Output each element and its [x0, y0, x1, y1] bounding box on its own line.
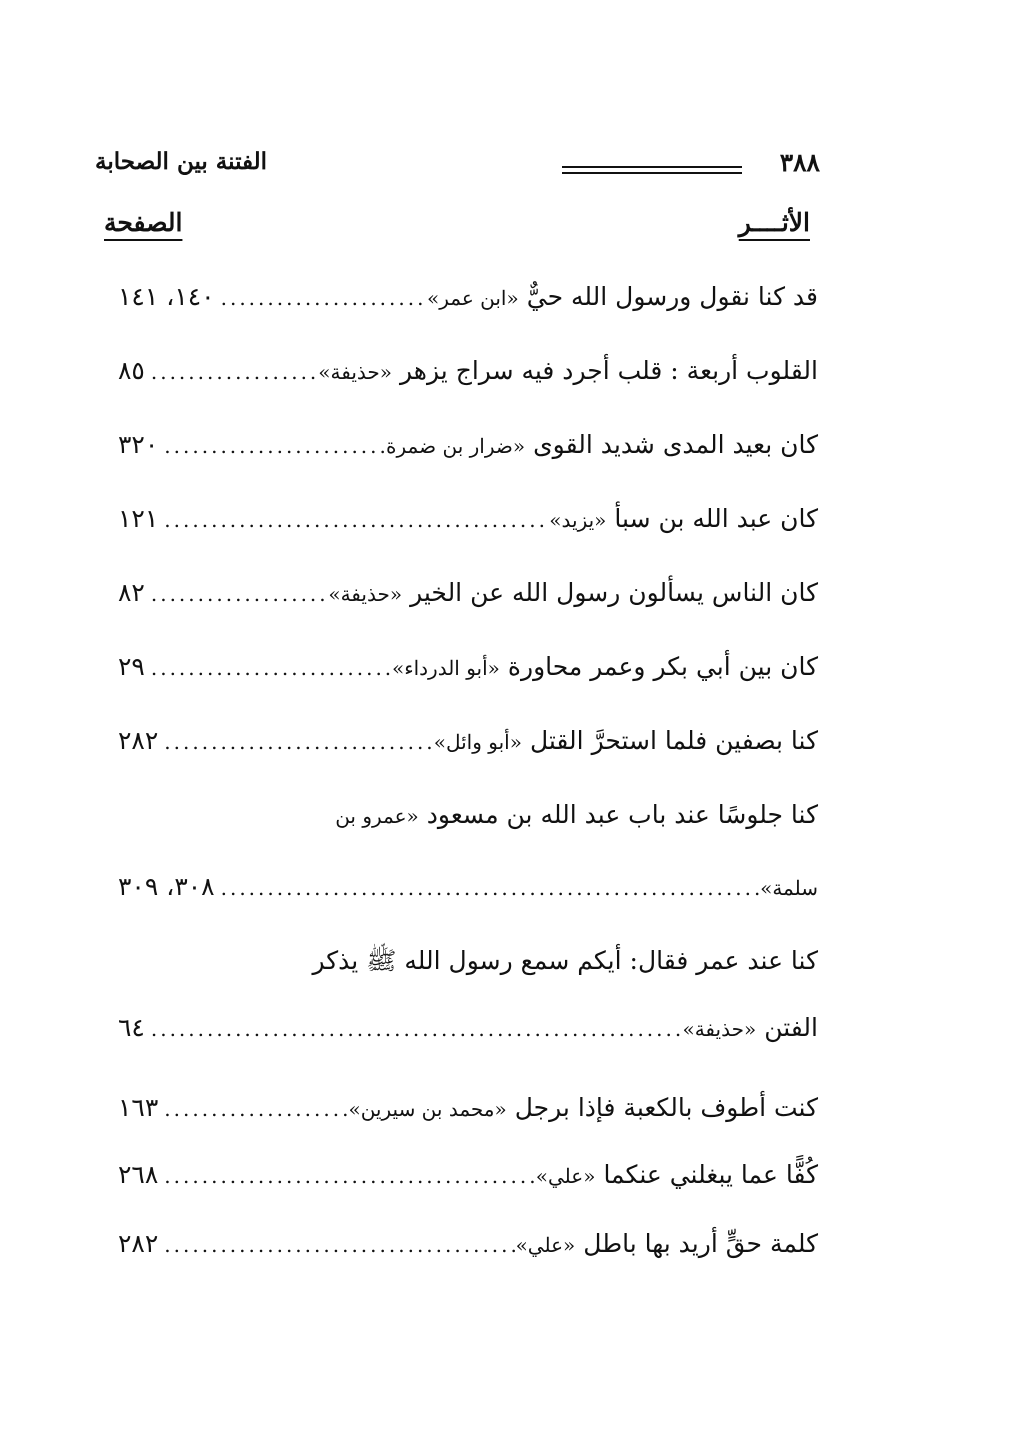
entry-text: كُفًّا عما يبغلني عنكما [603, 1160, 818, 1189]
entry-source: «ضرار بن ضمرة [386, 434, 526, 458]
dot-leader [145, 648, 392, 688]
header-rule [562, 166, 742, 174]
entry-text: كلمة حقٍّ أريد بها باطل [583, 1229, 818, 1258]
index-entry [118, 277, 818, 318]
entry-page-numbers: ٦٤ [118, 1013, 145, 1042]
entry-text: كان بين أبي بكر وعمر محاورة [507, 652, 818, 681]
entry-source: «عمرو بن [335, 804, 419, 828]
index-entry [118, 425, 818, 466]
index-entry [118, 351, 818, 392]
page-number: ٣٨٨ [779, 148, 820, 177]
running-header [95, 148, 820, 188]
dot-leader [145, 1009, 683, 1049]
dot-leader [158, 1089, 348, 1129]
dot-leader [215, 278, 427, 318]
index-entry [118, 721, 818, 762]
index-entry [118, 795, 818, 836]
index-entry-continuation [118, 1008, 818, 1049]
entry-text: كنا بصفين فلما استحرَّ القتل [529, 726, 818, 755]
dot-leader [158, 426, 386, 466]
entry-page-numbers: ٣٠٨، ٣٠٩ [118, 872, 215, 901]
entry-source: «أبو الدرداء» [391, 656, 500, 680]
entry-source: «حذيفة» [682, 1017, 757, 1041]
index-entry [118, 499, 818, 540]
index-entry-continuation [118, 867, 818, 908]
entry-source: «محمد بن سيرين» [348, 1097, 507, 1121]
entry-page-numbers: ٢٨٢ [118, 726, 159, 755]
dot-leader [158, 1156, 535, 1196]
entry-source: «ابن عمر» [427, 286, 519, 310]
dot-leader [215, 868, 760, 908]
entry-page-numbers: ٢٦٨ [118, 1160, 159, 1189]
entry-text: كان عبد الله بن سبأ [614, 504, 818, 533]
entry-page-numbers: ٨٢ [118, 578, 145, 607]
entry-page-numbers: ١٢١ [118, 504, 159, 533]
entry-source: «أبو وائل» [433, 730, 522, 754]
entry-text: كنت أطوف بالكعبة فإذا برجل [514, 1093, 818, 1122]
entry-source: «يزيد» [549, 508, 607, 532]
entry-page-numbers: ١٦٣ [118, 1093, 159, 1122]
entry-source: «علي» [515, 1233, 576, 1257]
entry-page-numbers: ٢٨٢ [118, 1229, 159, 1258]
entry-page-numbers: ٨٥ [118, 356, 145, 385]
entry-text: كان بعيد المدى شديد القوى [533, 430, 818, 459]
entry-text-continuation: الفتن [764, 1013, 818, 1042]
entry-page-numbers: ١٤٠، ١٤١ [118, 282, 215, 311]
dot-leader [158, 1225, 515, 1265]
index-entry [118, 573, 818, 614]
dot-leader [158, 722, 433, 762]
entry-source: «حذيفة» [328, 582, 403, 606]
entry-text: القلوب أربعة : قلب أجرد فيه سراج يزهر [400, 356, 818, 385]
column-heading-page: الصفحة [104, 208, 183, 237]
entry-source: «علي» [535, 1164, 596, 1188]
index-entry [118, 1155, 818, 1196]
column-heading-narration: الأثــــر [738, 208, 810, 237]
entry-source-continuation: سلمة» [760, 876, 818, 900]
index-entry [118, 1224, 818, 1265]
dot-leader [145, 352, 318, 392]
index-entry [118, 1088, 818, 1129]
dot-leader [158, 500, 549, 540]
book-title: الفتنة بين الصحابة [95, 148, 268, 175]
entry-page-numbers: ٣٢٠ [118, 430, 159, 459]
entry-source: «حذيفة» [318, 360, 393, 384]
entry-text: كنا عند عمر فقال: أيكم سمع رسول الله ﷺ يذكر [312, 946, 818, 975]
index-entry [118, 647, 818, 688]
entry-text: قد كنا نقول ورسول الله حيٌّ [526, 282, 818, 311]
dot-leader [145, 574, 328, 614]
index-entry [118, 941, 818, 981]
entry-text: كنا جلوسًا عند باب عبد الله بن مسعود [426, 800, 818, 829]
entry-page-numbers: ٢٩ [118, 652, 145, 681]
entry-text: كان الناس يسألون رسول الله عن الخير [410, 578, 818, 607]
